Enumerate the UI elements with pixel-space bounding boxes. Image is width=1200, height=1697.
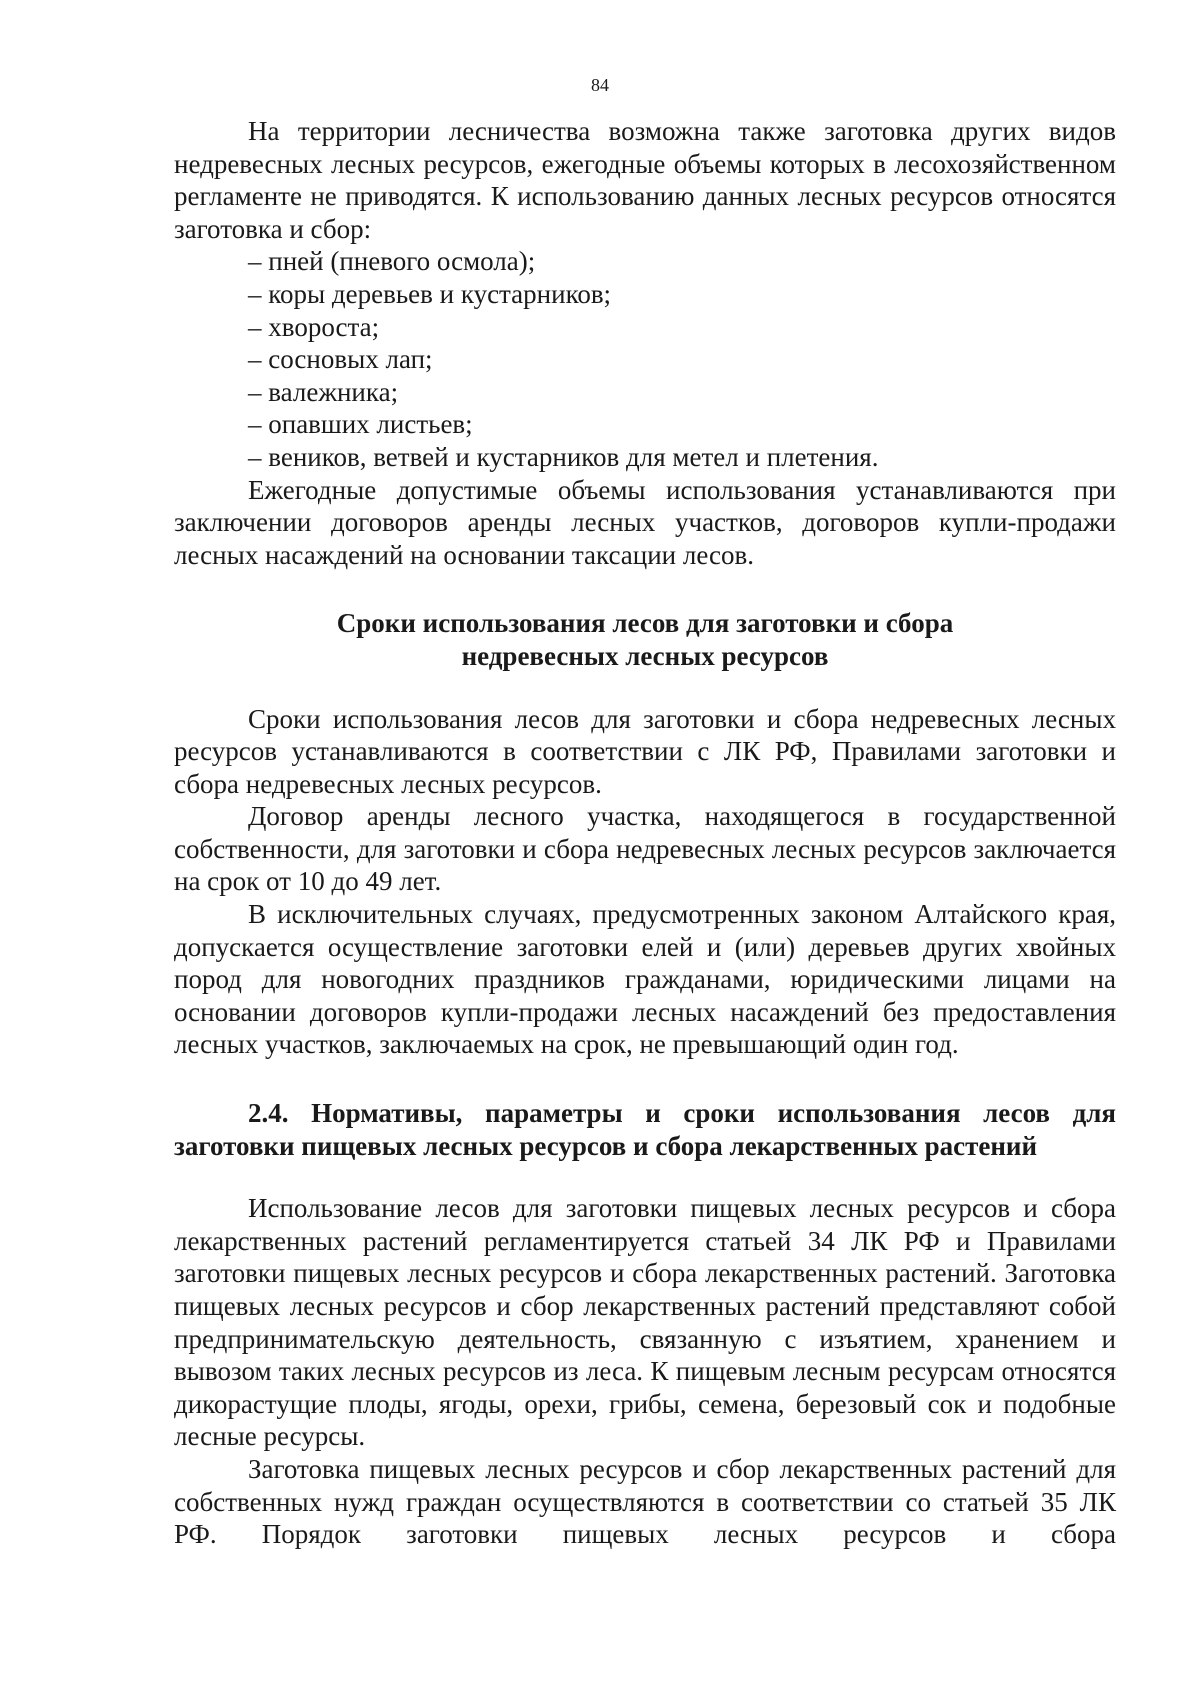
list-item: – коры деревьев и кустарников; bbox=[248, 278, 612, 309]
section-heading-terms bbox=[174, 607, 1116, 672]
body-paragraph: Использование лесов для заготовки пищевых лесных ресурсов и сбора лекарственных растений регламентируется статьей 34 ЛК РФ и Правилами заготовки пищевых лесных ресурсов и сбора лекарственных растений. Заготовка пищевых лесных ресурсов и сбор лекарственных растений представляют собой предпринимательскую деятельность, связанную с изъятием, хранением и вывозом таких лесных ресурсов из леса. К пищевым лесным ресурсам относятся дикорастущие плоды, ягоды, орехи, грибы, семена, березовый сок и подобные лесные ресурсы. bbox=[174, 1193, 1116, 1452]
list-item: – хвороста; bbox=[248, 311, 380, 342]
list-item: – опавших листьев; bbox=[248, 409, 473, 440]
list-item: – веников, ветвей и кустарников для метел и плетения. bbox=[248, 441, 879, 472]
body-paragraph: Договор аренды лесного участка, находящегося в государственной собственности, для заготовки и сбора недревесных лесных ресурсов заключается на срок от 10 до 49 лет. bbox=[174, 801, 1116, 897]
list-item: – пней (пневого осмола); bbox=[248, 246, 536, 277]
heading-line: Сроки использования лесов для заготовки и сбора bbox=[336, 608, 954, 639]
body-paragraph: Заготовка пищевых лесных ресурсов и сбор лекарственных растений для собственных нужд граждан осуществляются в соответствии со статьей 35 ЛК РФ. Порядок заготовки пищевых лесных ресурсов и сбора bbox=[174, 1453, 1116, 1550]
list-item: – валежника; bbox=[248, 376, 399, 407]
section-heading-2-4: 2.4. Нормативы, параметры и сроки использования лесов для заготовки пищевых лесных ресурсов и сбора лекарственных растений bbox=[174, 1098, 1116, 1161]
volumes-paragraph: Ежегодные допустимые объемы использования устанавливаются при заключении договоров аренды лесных участков, договоров купли-продажи лесных насаждений на основании таксации лесов. bbox=[174, 474, 1116, 570]
page-number: 84 bbox=[591, 75, 609, 95]
document-body bbox=[174, 115, 1116, 1551]
heading-line: недревесных лесных ресурсов bbox=[461, 640, 829, 671]
list-item: – сосновых лап; bbox=[248, 344, 433, 375]
intro-paragraph: На территории лесничества возможна также заготовка других видов недревесных лесных ресурсов, ежегодные объемы которых в лесохозяйственном регламенте не приводятся. К использованию данных лесных ресурсов относятся заготовка и сбор: bbox=[174, 116, 1116, 244]
resource-list bbox=[174, 245, 1116, 473]
body-paragraph: Сроки использования лесов для заготовки и сбора недревесных лесных ресурсов устанавливаются в соответствии с ЛК РФ, Правилами заготовки и сбора недревесных лесных ресурсов. bbox=[174, 703, 1116, 799]
body-paragraph: В исключительных случаях, предусмотренных законом Алтайского края, допускается осуществление заготовки елей и (или) деревьев других хвойных пород для новогодних праздников гражданами, юридическими лицами на основании договоров купли-продажи лесных насаждений без предоставления лесных участков, заключаемых на срок, не превышающий один год. bbox=[174, 899, 1116, 1060]
